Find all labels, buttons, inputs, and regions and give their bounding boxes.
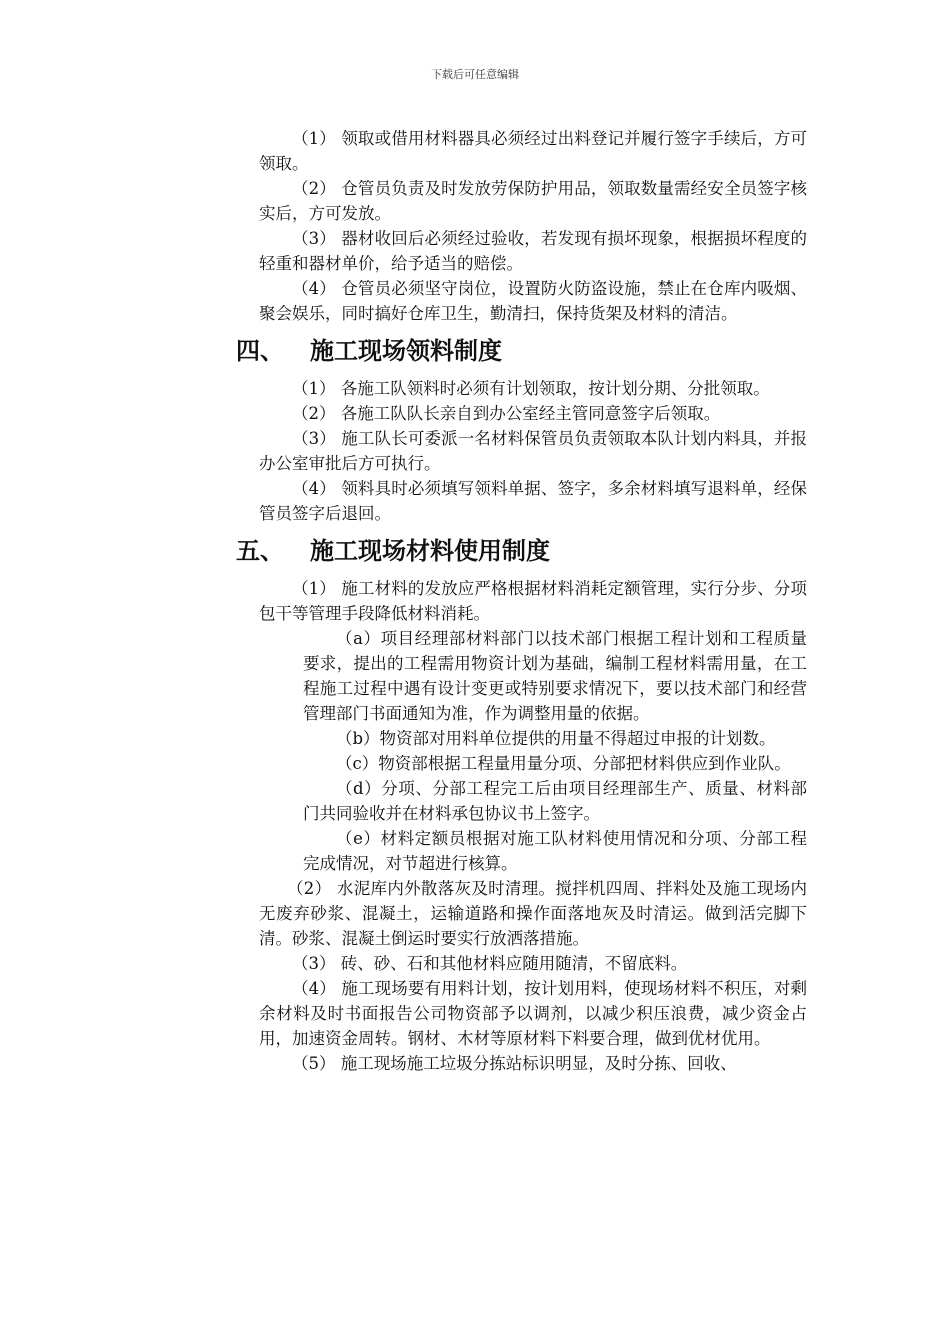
paragraph-1: （1） 领取或借用材料器具必须经过出料登记并履行签字手续后，方可领取。 <box>259 129 807 173</box>
section5-item-1: （1） 施工材料的发放应严格根据材料消耗定额管理，实行分步、分项包干等管理手段降低材料消耗。 <box>259 579 807 623</box>
section-heading-4 <box>236 326 807 376</box>
section5-item-5: （5） 施工现场施工垃圾分拣站标识明显，及时分拣、回收、 <box>292 1054 737 1073</box>
paragraph-2: （2） 仓管员负责及时发放劳保防护用品，领取数量需经安全员签字核实后，方可发放。 <box>259 179 807 223</box>
section5-sub-a: （a）项目经理部材料部门以技术部门根据工程计划和工程质量要求，提出的工程需用物资计划为基础，编制工程材料需用量，在工程施工过程中遇有设计变更或特别要求情况下，要以技术部门和经营管理部门书面通知为准，作为调整用量的依据。 <box>303 629 807 723</box>
section-heading-5 <box>236 526 807 576</box>
section4-item-4: （4） 领料具时必须填写领料单据、签字，多余材料填写退料单，经保管员签字后退回。 <box>259 479 807 523</box>
section-number: 四、 <box>236 337 284 365</box>
page-header: 下载后可任意编辑 <box>431 68 519 81</box>
paragraph-3: （3） 器材收回后必须经过验收，若发现有损坏现象，根据损坏程度的轻重和器材单价，给予适当的赔偿。 <box>259 229 807 273</box>
section5-sub-d: （d）分项、分部工程完工后由项目经理部生产、质量、材料部门共同验收并在材料承包协议书上签字。 <box>303 779 807 823</box>
section5-sub-c: （c）物资部根据工程量用量分项、分部把材料供应到作业队。 <box>336 754 791 773</box>
section5-sub-e: （e）材料定额员根据对施工队材料使用情况和分项、分部工程完成情况，对节超进行核算。 <box>303 829 807 873</box>
section5-item-4: （4） 施工现场要有用料计划，按计划用料，使现场材料不积压，对剩余材料及时书面报告公司物资部予以调剂，以减少积压浪费，减少资金占用，加速资金周转。钢材、木材等原材料下料要合理，做到优材优用。 <box>259 979 807 1048</box>
document-body <box>236 126 807 1076</box>
section4-item-2: （2） 各施工队队长亲自到办公室经主管同意签字后领取。 <box>292 404 721 423</box>
section4-item-3: （3） 施工队长可委派一名材料保管员负责领取本队计划内料具，并报办公室审批后方可执行。 <box>259 429 807 473</box>
section-number: 五、 <box>236 537 284 565</box>
section-title: 施工现场领料制度 <box>310 337 502 365</box>
section5-item-2: （2） 水泥库内外散落灰及时清理。搅拌机四周、拌料处及施工现场内无废弃砂浆、混凝土，运输道路和操作面落地灰及时清运。做到活完脚下清。砂浆、混凝土倒运时要实行放洒落措施。 <box>259 879 807 948</box>
section5-sub-b: （b）物资部对用料单位提供的用量不得超过申报的计划数。 <box>336 729 776 748</box>
paragraph-4: （4） 仓管员必须坚守岗位，设置防火防盗设施，禁止在仓库内吸烟、聚会娱乐，同时搞好仓库卫生，勤清扫，保持货架及材料的清洁。 <box>259 279 807 323</box>
section5-item-3: （3） 砖、砂、石和其他材料应随用随清，不留底料。 <box>292 954 688 973</box>
section-title: 施工现场材料使用制度 <box>310 537 550 565</box>
section4-item-1: （1） 各施工队领料时必须有计划领取，按计划分期、分批领取。 <box>292 379 770 398</box>
